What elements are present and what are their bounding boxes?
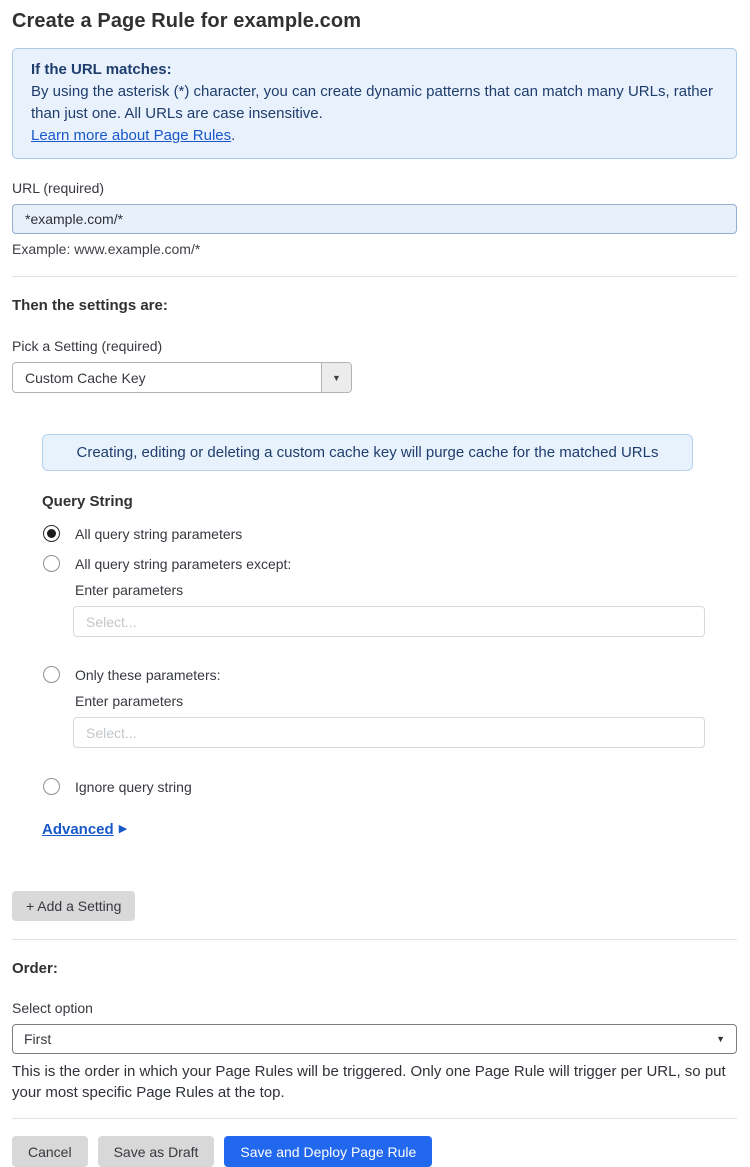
- radio-ignore-query-string[interactable]: [43, 778, 737, 795]
- radio-all-params-except[interactable]: [43, 555, 737, 572]
- settings-heading: Then the settings are:: [12, 297, 168, 314]
- setting-dropdown[interactable]: [12, 362, 352, 393]
- chevron-down-icon: ▼: [716, 1034, 725, 1044]
- radio-all-query-params[interactable]: [43, 525, 737, 542]
- advanced-link-label: Advanced: [42, 821, 114, 838]
- url-example-text: Example: www.example.com/*: [12, 241, 201, 257]
- radio-label: All query string parameters except:: [75, 555, 292, 572]
- setting-dropdown-value: Custom Cache Key: [25, 369, 146, 386]
- save-and-deploy-button[interactable]: Save and Deploy Page Rule: [224, 1136, 432, 1167]
- radio-button-icon[interactable]: [43, 666, 60, 683]
- order-heading: Order:: [12, 960, 58, 977]
- url-input[interactable]: [12, 204, 737, 234]
- learn-more-link[interactable]: Learn more about Page Rules: [31, 127, 232, 144]
- divider: [12, 1118, 737, 1119]
- url-match-info-box: [12, 48, 737, 159]
- add-setting-button[interactable]: + Add a Setting: [12, 891, 135, 921]
- radio-label: All query string parameters: [75, 525, 243, 542]
- enter-parameters-label: Enter parameters: [75, 693, 184, 709]
- radio-only-these-params[interactable]: [43, 666, 737, 683]
- url-field-label: URL (required): [12, 180, 105, 196]
- query-string-heading: Query String: [42, 493, 133, 510]
- info-box-heading: If the URL matches:: [31, 61, 172, 78]
- chevron-down-icon: ▼: [332, 372, 341, 383]
- cache-key-notice: [42, 434, 693, 471]
- setting-dropdown-arrow-button[interactable]: [321, 363, 351, 392]
- page-title: Create a Page Rule for example.com: [12, 10, 362, 32]
- radio-label: Ignore query string: [75, 778, 192, 795]
- except-parameters-input[interactable]: [73, 606, 705, 637]
- order-help-text: This is the order in which your Page Rules will be triggered. Only one Page Rule will trigger per URL, so put your most specific Page Rules at the top.: [12, 1063, 726, 1101]
- save-as-draft-button[interactable]: Save as Draft: [98, 1136, 215, 1167]
- footer-button-row: [12, 1136, 737, 1167]
- order-select[interactable]: [12, 1024, 737, 1054]
- info-box-body: By using the asterisk (*) character, you can create dynamic patterns that can match many URLs, rather than just one. All URLs are case insensitive.: [31, 83, 713, 122]
- radio-button-icon[interactable]: [43, 778, 60, 795]
- caret-right-icon: ▶: [118, 823, 128, 835]
- divider: [12, 939, 737, 940]
- enter-parameters-label: Enter parameters: [75, 582, 184, 598]
- only-parameters-input[interactable]: [73, 717, 705, 748]
- link-suffix: .: [231, 127, 236, 144]
- divider: [12, 276, 737, 277]
- pick-setting-label: Pick a Setting (required): [12, 338, 163, 354]
- cache-key-notice-text: Creating, editing or deleting a custom cache key will purge cache for the matched URLs: [76, 444, 659, 461]
- cancel-button[interactable]: Cancel: [12, 1136, 88, 1167]
- advanced-link[interactable]: [42, 821, 127, 838]
- order-select-label: Select option: [12, 1000, 93, 1016]
- radio-button-icon[interactable]: [43, 525, 60, 542]
- radio-label: Only these parameters:: [75, 666, 221, 683]
- order-select-value: First: [24, 1031, 52, 1047]
- radio-button-icon[interactable]: [43, 555, 60, 572]
